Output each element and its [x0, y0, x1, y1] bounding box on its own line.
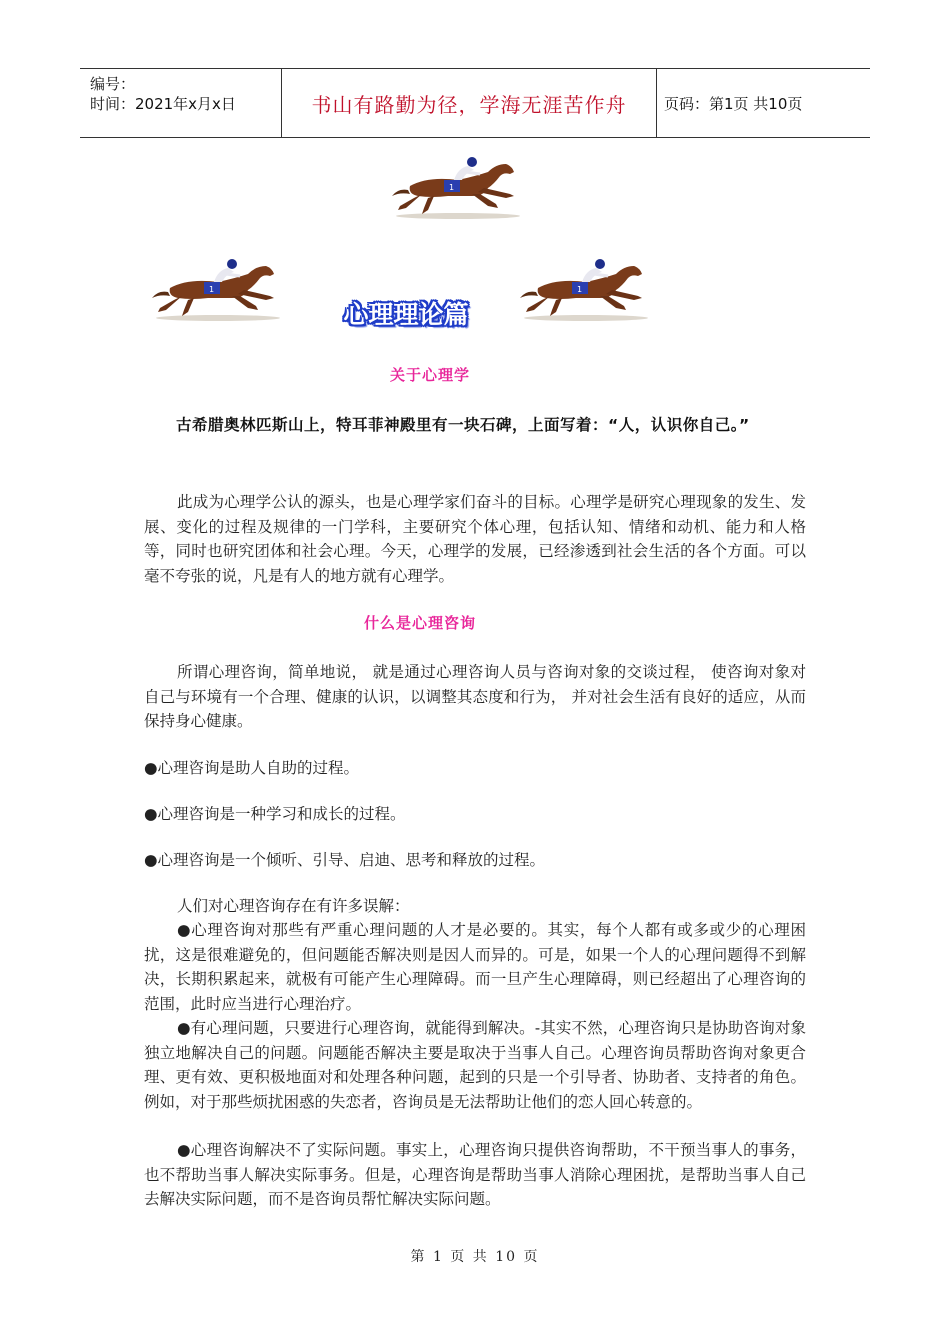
- quote-paragraph: [144, 412, 806, 438]
- header-time-label: 时间：2021年x月x日: [90, 95, 236, 113]
- page-header: [80, 68, 870, 138]
- page-footer: 第 1 页 共 10 页: [410, 1249, 540, 1265]
- misunderstanding-item: ●有心理问题，只要进行心理咨询，就能得到解决。-其实不然，心理咨询只是协助咨询对象独立地解决自己的问题。问题能否解决主要是取决于当事人自己。心理咨询员帮助咨询对象更合理、更有效、更积极地面对和处理各种问题，起到的只是一个引导者、协助者、支持者的角色。例如，对于那些烦扰困惑的失恋者，咨询员是无法帮助让他们的恋人回心转意的。: [144, 1019, 806, 1111]
- header-motto: 书山有路勤为径，学海无涯苦作舟: [281, 69, 657, 137]
- bullet-item: ●心理咨询是一种学习和成长的过程。: [144, 805, 406, 823]
- psychology-paragraph: 此成为心理学公认的源头，也是心理学家们奋斗的目标。心理学是研究心理现象的发生、发展、变化的过程及规律的一门学科，主要研究个体心理，包括认知、情绪和动机、能力和人格等，同时也研究团体和社会心理。今天，心理学的发展，已经渗透到社会生活的各个方面。可以毫不夸张的说，凡是有人的地方就有心理学。: [144, 493, 806, 585]
- bullet-item: ●心理咨询是一个倾听、引导、启迪、思考和释放的过程。: [144, 851, 546, 869]
- quote-text: 古希腊奥林匹斯山上，特耳菲神殿里有一块石碑，上面写着：“人，认识你自己。”: [176, 416, 750, 434]
- header-page-info: 页码：第1页 共10页: [664, 94, 803, 113]
- svg-text:1: 1: [577, 285, 583, 294]
- banner-title: 心理理论篇: [343, 300, 469, 329]
- misunderstanding-intro: 人们对心理咨询存在有许多误解：: [177, 897, 410, 915]
- counseling-intro: 所谓心理咨询，简单地说， 就是通过心理咨询人员与咨询对象的交谈过程， 使咨询对象对自己与环境有一个合理、健康的认识，以调整其态度和行为， 并对社会生活有良好的适应，从而保持身心健康。: [144, 663, 806, 730]
- section-heading-counseling: 什么是心理咨询: [364, 614, 477, 632]
- horse-icon: [388, 150, 528, 222]
- misunderstanding-item: ●心理咨询解决不了实际问题。事实上，心理咨询只提供咨询帮助，不干预当事人的事务，也不帮助当事人解决实际事务。但是，心理咨询是帮助当事人消除心理困扰，是帮助当事人自己去解决实际问题，而不是咨询员帮忙解决实际问题。: [144, 1141, 806, 1208]
- svg-text:1: 1: [209, 285, 215, 294]
- header-code-label: 编号：: [90, 75, 136, 93]
- header-meta: [80, 69, 280, 137]
- bullet-item: ●心理咨询是助人自助的过程。: [144, 759, 360, 777]
- horse-icon: [516, 252, 656, 324]
- horse-icon: [148, 252, 288, 324]
- misunderstanding-item: ●心理咨询对那些有严重心理问题的人才是必要的。其实，每个人都有或多或少的心理困扰，这是很难避免的，但问题能否解决则是因人而异的。可是，如果一个人的心理问题得不到解决，长期积累起来，就极有可能产生心理障碍。而一旦产生心理障碍，则已经超出了心理咨询的范围，此时应当进行心理治疗。: [144, 921, 806, 1013]
- svg-text:1: 1: [449, 183, 455, 192]
- section-heading-psychology: 关于心理学: [390, 366, 471, 384]
